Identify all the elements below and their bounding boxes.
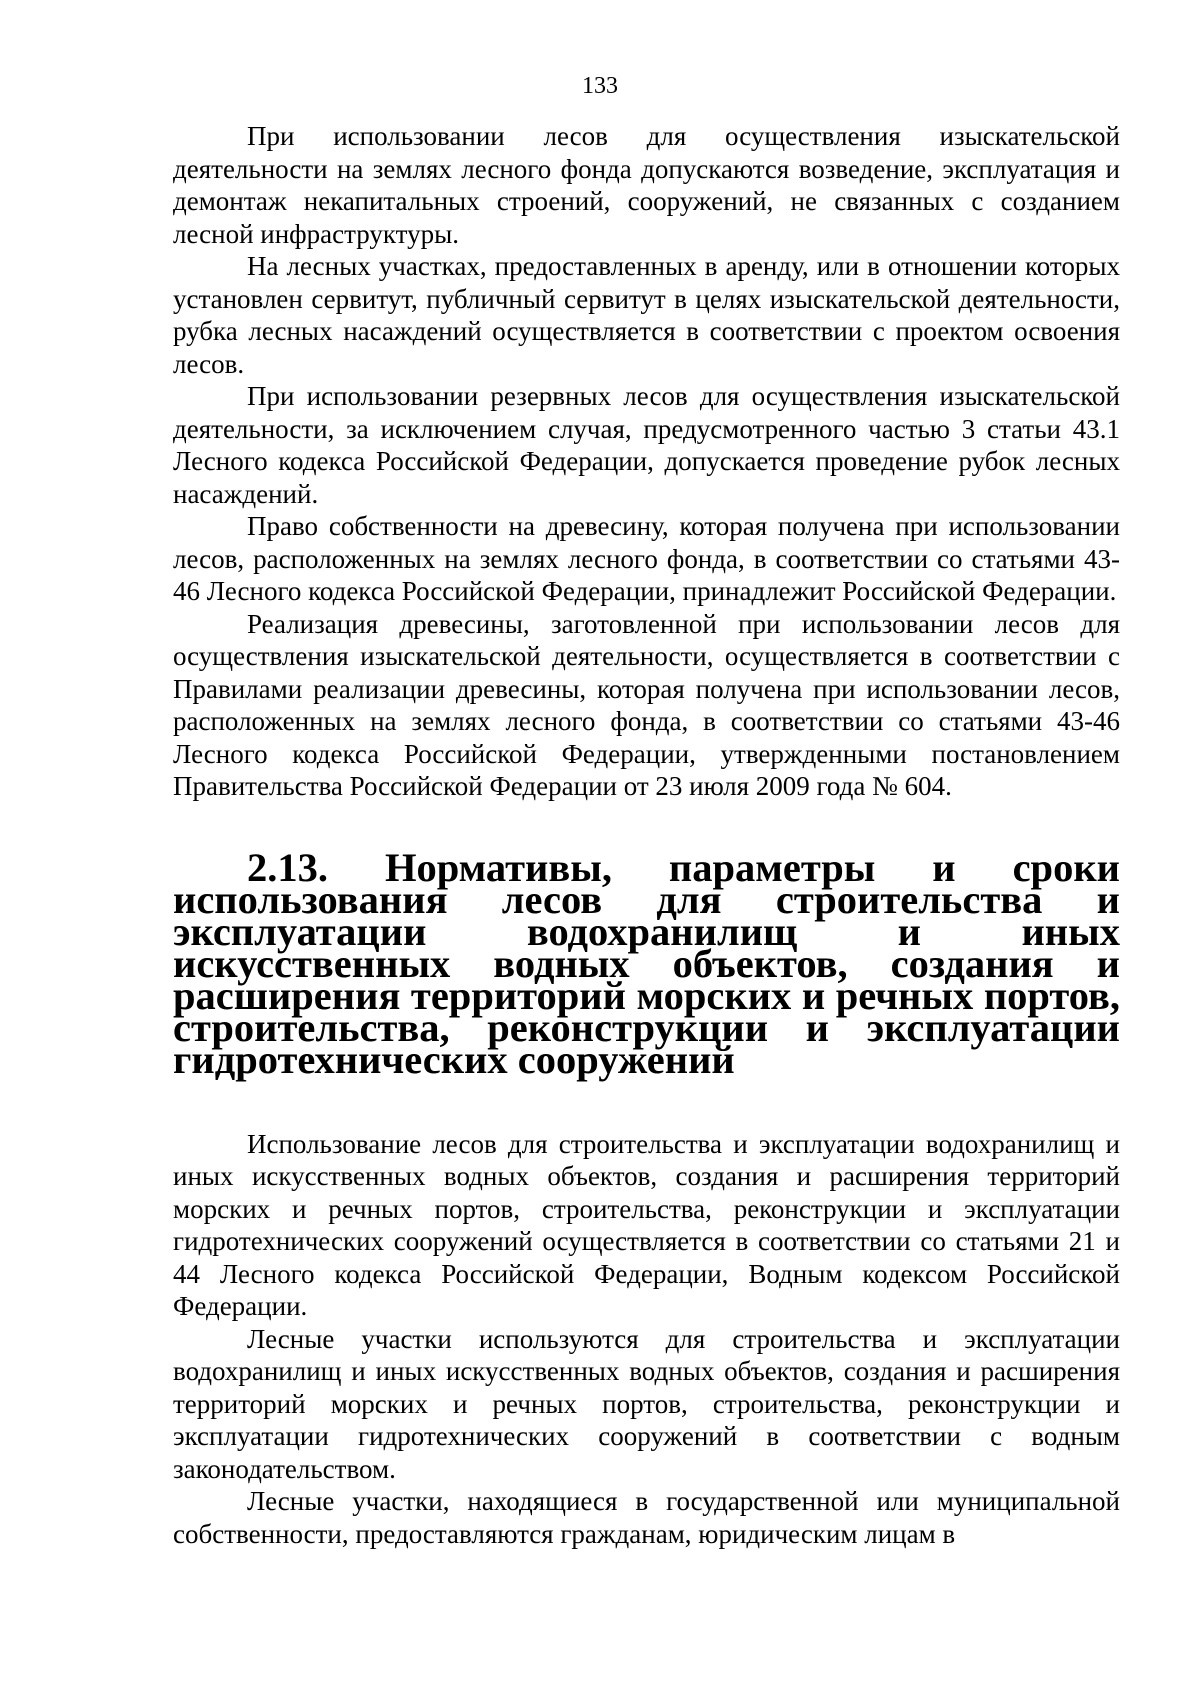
- paragraph: Лесные участки, находящиеся в государственной или муниципальной собственности, предоставляются гражданам, юридическим лицам в: [173, 1486, 1120, 1549]
- page-content: [173, 120, 1120, 1550]
- paragraph: Право собственности на древесину, которая получена при использовании лесов, расположенных на землях лесного фонда, в соответствии со статьями 43-46 Лесного кодекса Российской Федерации, принадлежит Российской Федерации.: [173, 511, 1120, 606]
- paragraph: Лесные участки используются для строительства и эксплуатации водохранилищ и иных искусственных водных объектов, создания и расширения территорий морских и речных портов, строительства, реконструкции и эксплуатации гидротехнических сооружений в соответствии с водным законодательством.: [173, 1323, 1120, 1484]
- paragraph: При использовании резервных лесов для осуществления изыскательской деятельности, за исключением случая, предусмотренного частью 3 статьи 43.1 Лесного кодекса Российской Федерации, допускается проведение рубок лесных насаждений.: [173, 381, 1120, 509]
- paragraph: На лесных участках, предоставленных в аренду, или в отношении которых установлен сервитут, публичный сервитут в целях изыскательской деятельности, рубка лесных насаждений осуществляется в соответствии с проектом освоения лесов.: [173, 251, 1120, 379]
- paragraph: Использование лесов для строительства и эксплуатации водохранилищ и иных искусственных водных объектов, создания и расширения территорий морских и речных портов, строительства, реконструкции и эксплуатации гидротехнических сооружений осуществляется в соответствии со статьями 21 и 44 Лесного кодекса Российской Федерации, Водным кодексом Российской Федерации.: [173, 1128, 1120, 1321]
- page-number: 133: [582, 73, 618, 99]
- paragraph: При использовании лесов для осуществления изыскательской деятельности на землях лесного фонда допускаются возведение, эксплуатация и демонтаж некапитальных строений, сооружений, не связанных с созданием лесной инфраструктуры.: [173, 121, 1120, 249]
- paragraph: Реализация древесины, заготовленной при использовании лесов для осуществления изыскательской деятельности, осуществляется в соответствии с Правилами реализации древесины, которая получена при использовании лесов, расположенных на землях лесного фонда, в соответствии со статьями 43-46 Лесного кодекса Российской Федерации, утвержденными постановлением Правительства Российской Федерации от 23 июля 2009 года № 604.: [173, 608, 1120, 801]
- section-heading: 2.13. Нормативы, параметры и сроки использования лесов для строительства и эксплуатации водохранилищ и иных искусственных водных объектов, создания и расширения территорий морских и речных портов, строительства, реконструкции и эксплуатации гидротехнических сооружений: [173, 844, 1120, 1082]
